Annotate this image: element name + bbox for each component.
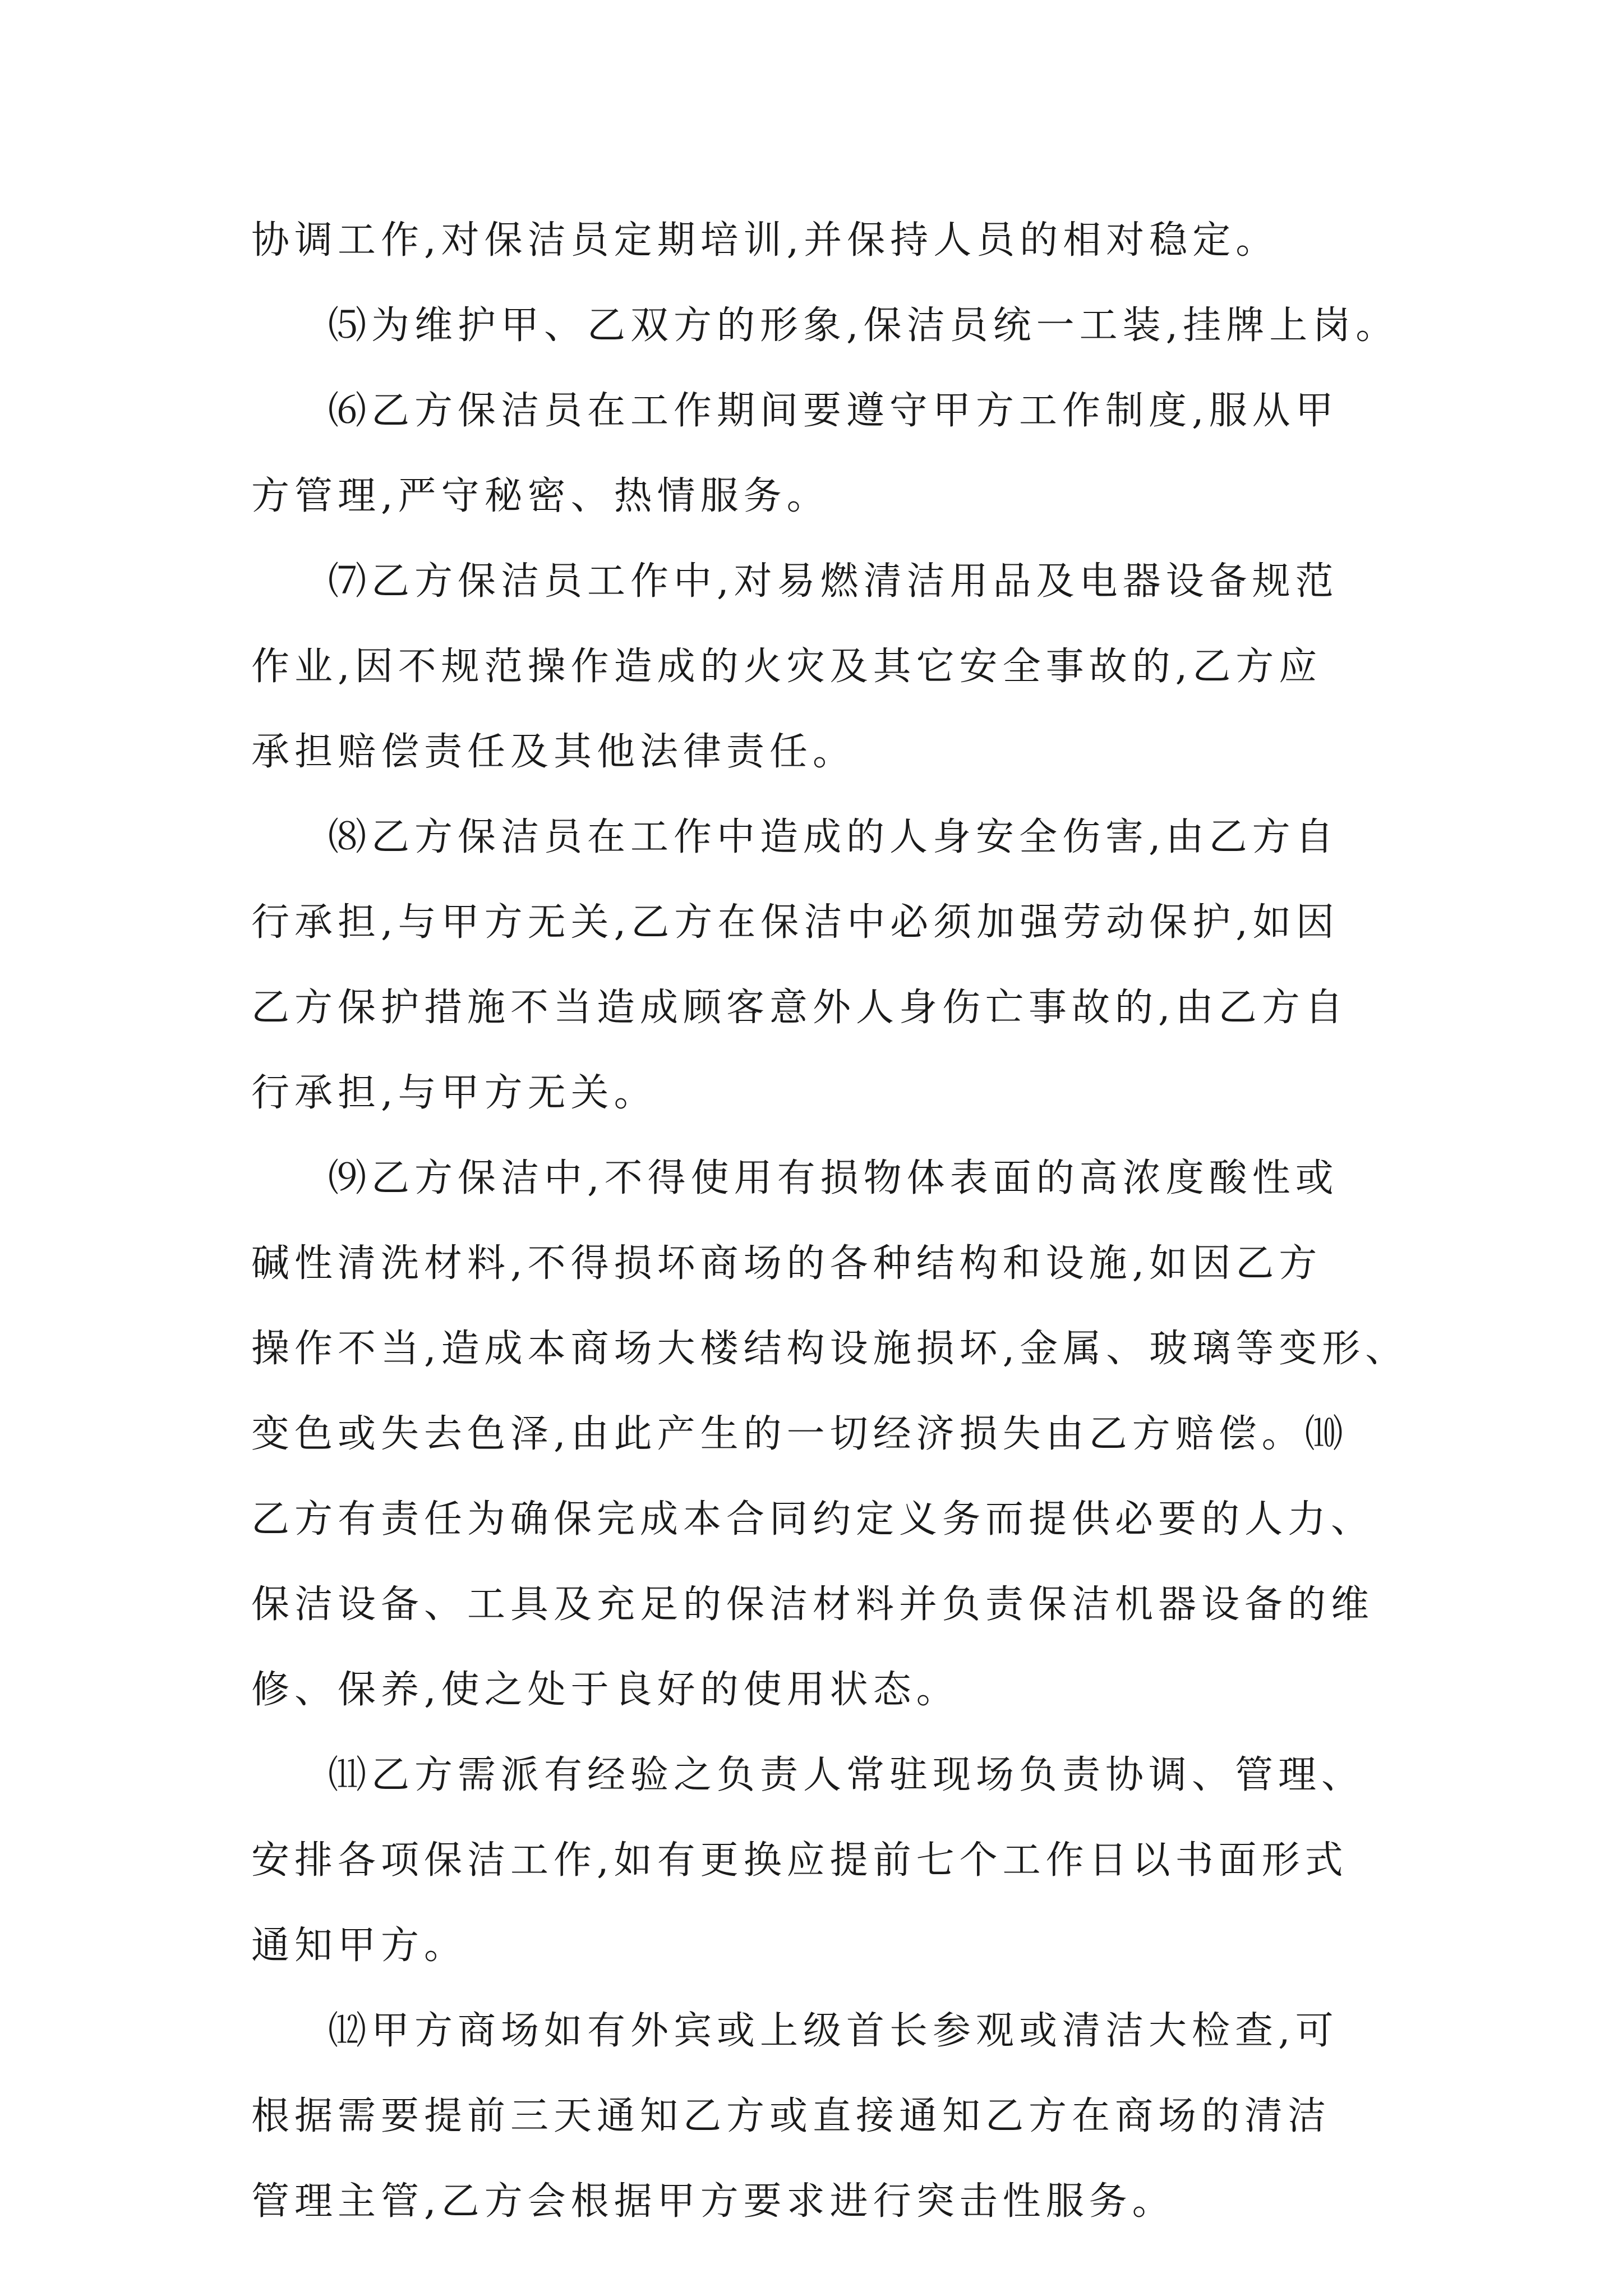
text-line: 操作不当,造成本商场大楼结构设施损坏,金属、玻璃等变形、 [251, 1327, 1409, 1371]
text-line: ⑾乙方需派有经验之负责人常驻现场负责协调、管理、 [328, 1753, 1365, 1797]
text-line: ⑿甲方商场如有外宾或上级首长参观或清洁大检查,可 [328, 2009, 1339, 2053]
text-line: 行承担,与甲方无关。 [251, 1071, 657, 1115]
text-line: ⑻乙方保洁员在工作中造成的人身安全伤害,由乙方自 [328, 815, 1339, 859]
text-line: 保洁设备、工具及充足的保洁材料并负责保洁机器设备的维 [251, 1582, 1375, 1627]
text-line: 承担赔偿责任及其他法律责任。 [251, 730, 856, 774]
text-line: 变色或失去色泽,由此产生的一切经济损失由乙方赔偿。⑽ [251, 1412, 1348, 1456]
text-line: 通知甲方。 [251, 1924, 468, 1968]
text-line: 管理主管,乙方会根据甲方要求进行突击性服务。 [251, 2179, 1175, 2224]
text-line: 作业,因不规范操作造成的火灾及其它安全事故的,乙方应 [251, 645, 1322, 689]
text-line: 根据需要提前三天通知乙方或直接通知乙方在商场的清洁 [251, 2094, 1331, 2138]
text-line: 碱性清洗材料,不得损坏商场的各种结构和设施,如因乙方 [251, 1241, 1322, 1286]
text-line: 修、保养,使之处于良好的使用状态。 [251, 1668, 960, 1712]
text-line: ⑼乙方保洁中,不得使用有损物体表面的高浓度酸性或 [328, 1156, 1339, 1200]
text-line: 行承担,与甲方无关,乙方在保洁中必须加强劳动保护,如因 [251, 900, 1339, 945]
text-line: 协调工作,对保洁员定期培训,并保持人员的相对稳定。 [251, 218, 1279, 263]
text-line: ⑹乙方保洁员在工作期间要遵守甲方工作制度,服从甲 [328, 389, 1339, 433]
text-line: 乙方有责任为确保完成本合同约定义务而提供必要的人力、 [251, 1497, 1375, 1542]
text-line: ⑸为维护甲、乙双方的形象,保洁员统一工装,挂牌上岗。 [328, 303, 1399, 348]
text-line: 乙方保护措施不当造成顾客意外人身伤亡事故的,由乙方自 [251, 986, 1348, 1030]
text-line: 方管理,严守秘密、热情服务。 [251, 474, 830, 518]
text-line: 安排各项保洁工作,如有更换应提前七个工作日以书面形式 [251, 1838, 1348, 1883]
text-line: ⑺乙方保洁员工作中,对易燃清洁用品及电器设备规范 [328, 559, 1339, 604]
